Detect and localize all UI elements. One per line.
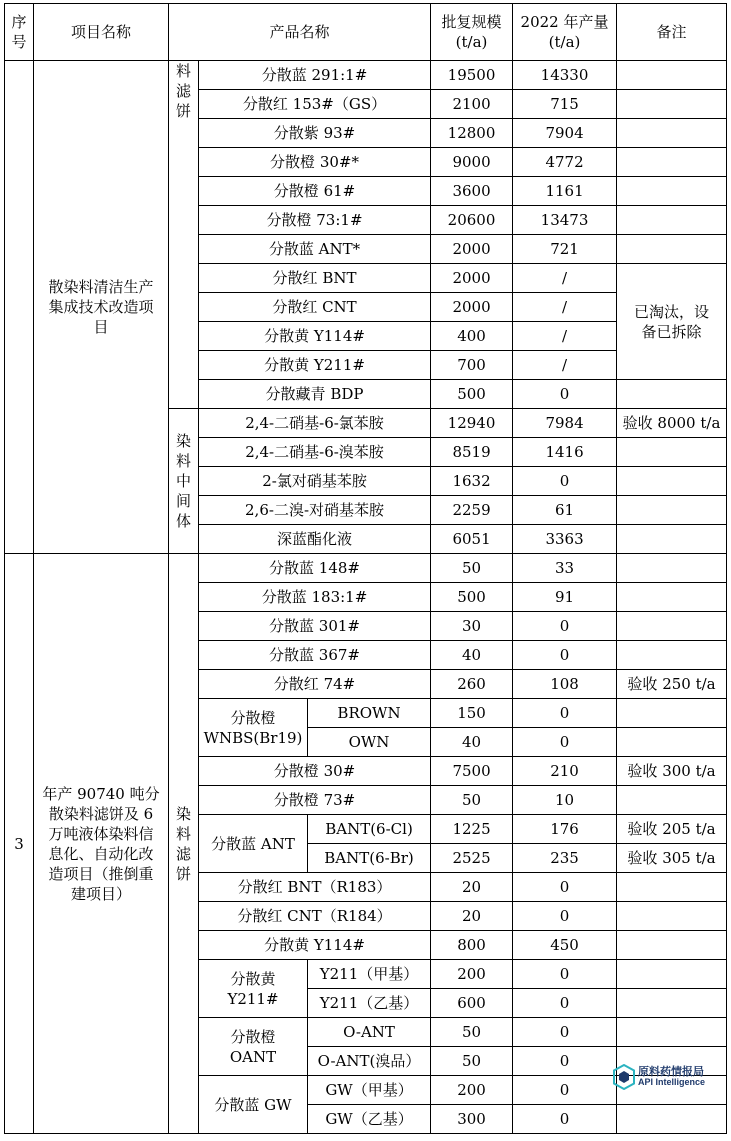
product-variant: GW（乙基） [308, 1105, 431, 1134]
table-row [5, 554, 727, 583]
watermark-subtitle: API Intelligence [638, 1077, 706, 1087]
remark [617, 438, 727, 467]
remark [617, 235, 727, 264]
remark [617, 989, 727, 1018]
product-name: 分散蓝 ANT* [199, 235, 431, 264]
output-2022: 0 [513, 612, 617, 641]
header-output: 2022 年产量 (t/a) [513, 4, 617, 61]
product-name: 分散蓝 148# [199, 554, 431, 583]
product-variant: OWN [308, 728, 431, 757]
approved-capacity: 50 [431, 1018, 513, 1047]
group1-project: 散染料清洁生产 集成技术改造项 目 [34, 61, 169, 554]
output-2022: 33 [513, 554, 617, 583]
product-variant: BANT(6-Br) [308, 844, 431, 873]
product-name: 分散红 CNT [199, 293, 431, 322]
approved-capacity: 9000 [431, 148, 513, 177]
approved-capacity: 12800 [431, 119, 513, 148]
output-2022: 0 [513, 467, 617, 496]
remark [617, 61, 727, 90]
output-2022: 0 [513, 873, 617, 902]
approved-capacity: 2100 [431, 90, 513, 119]
output-2022: 61 [513, 496, 617, 525]
remark [617, 90, 727, 119]
product-variant: GW（甲基） [308, 1076, 431, 1105]
product-capacity-table [4, 3, 727, 1134]
output-2022: / [513, 264, 617, 293]
product-name: 分散黄 Y114# [199, 931, 431, 960]
remark: 验收 305 t/a [617, 844, 727, 873]
output-2022: 450 [513, 931, 617, 960]
product-variant: BROWN [308, 699, 431, 728]
remark [617, 583, 727, 612]
remark: 验收 300 t/a [617, 757, 727, 786]
header-seq: 序 号 [5, 4, 34, 61]
group1-category-b: 染 料 中 间 体 [169, 409, 199, 554]
product-name: 2,4-二硝基-6-溴苯胺 [199, 438, 431, 467]
product-name: 分散紫 93# [199, 119, 431, 148]
output-2022: 176 [513, 815, 617, 844]
output-2022: / [513, 293, 617, 322]
remark [617, 119, 727, 148]
approved-capacity: 600 [431, 989, 513, 1018]
approved-capacity: 300 [431, 1105, 513, 1134]
approved-capacity: 2000 [431, 293, 513, 322]
product-name: 分散藏青 BDP [199, 380, 431, 409]
output-2022: 0 [513, 1105, 617, 1134]
product-variant: O-ANT [308, 1018, 431, 1047]
output-2022: 7984 [513, 409, 617, 438]
approved-capacity: 150 [431, 699, 513, 728]
approved-capacity: 800 [431, 931, 513, 960]
product-name: 分散橙 30#* [199, 148, 431, 177]
product-name: 分散橙 73:1# [199, 206, 431, 235]
output-2022: 721 [513, 235, 617, 264]
approved-capacity: 2000 [431, 264, 513, 293]
remark [617, 699, 727, 728]
remark: 验收 250 t/a [617, 670, 727, 699]
approved-capacity: 7500 [431, 757, 513, 786]
remark [617, 931, 727, 960]
product-name: 分散蓝 183:1# [199, 583, 431, 612]
approved-capacity: 20 [431, 902, 513, 931]
approved-capacity: 12940 [431, 409, 513, 438]
product-parent: 分散橙 WNBS(Br19) [199, 699, 308, 757]
approved-capacity: 500 [431, 583, 513, 612]
remark [617, 148, 727, 177]
product-name: 2,6-二溴-对硝基苯胺 [199, 496, 431, 525]
product-name: 2,4-二硝基-6-氯苯胺 [199, 409, 431, 438]
output-2022: 7904 [513, 119, 617, 148]
remark [617, 380, 727, 409]
header-approved: 批复规模 (t/a) [431, 4, 513, 61]
output-2022: 0 [513, 1076, 617, 1105]
approved-capacity: 2525 [431, 844, 513, 873]
product-name: 分散橙 61# [199, 177, 431, 206]
approved-capacity: 400 [431, 322, 513, 351]
remark [617, 728, 727, 757]
product-parent: 分散蓝 ANT [199, 815, 308, 873]
output-2022: 4772 [513, 148, 617, 177]
output-2022: 1416 [513, 438, 617, 467]
output-2022: / [513, 322, 617, 351]
product-name: 分散橙 73# [199, 786, 431, 815]
approved-capacity: 200 [431, 1076, 513, 1105]
product-name: 深蓝酯化液 [199, 525, 431, 554]
product-name: 分散蓝 291:1# [199, 61, 431, 90]
approved-capacity: 200 [431, 960, 513, 989]
table-row [5, 61, 727, 90]
output-2022: 0 [513, 1047, 617, 1076]
approved-capacity: 50 [431, 786, 513, 815]
product-name: 分散黄 Y211# [199, 351, 431, 380]
approved-capacity: 500 [431, 380, 513, 409]
approved-capacity: 2259 [431, 496, 513, 525]
remark [617, 467, 727, 496]
product-name: 分散蓝 367# [199, 641, 431, 670]
product-parent: 分散蓝 GW [199, 1076, 308, 1134]
output-2022: 0 [513, 1018, 617, 1047]
product-name: 2-氯对硝基苯胺 [199, 467, 431, 496]
product-variant: BANT(6-Cl) [308, 815, 431, 844]
approved-capacity: 50 [431, 554, 513, 583]
output-2022: 715 [513, 90, 617, 119]
remark [617, 902, 727, 931]
product-name: 分散橙 30# [199, 757, 431, 786]
header-row [5, 4, 727, 61]
remark [617, 641, 727, 670]
approved-capacity: 8519 [431, 438, 513, 467]
approved-capacity: 3600 [431, 177, 513, 206]
watermark [612, 1062, 722, 1092]
group2-seq: 3 [5, 554, 34, 1134]
header-project: 项目名称 [34, 4, 169, 61]
approved-capacity: 40 [431, 728, 513, 757]
output-2022: 0 [513, 641, 617, 670]
output-2022: 3363 [513, 525, 617, 554]
output-2022: / [513, 351, 617, 380]
group2-category: 染 料 滤 饼 [169, 554, 199, 1134]
product-variant: Y211（乙基） [308, 989, 431, 1018]
approved-capacity: 40 [431, 641, 513, 670]
output-2022: 0 [513, 699, 617, 728]
remark [617, 554, 727, 583]
product-name: 分散红 153#（GS） [199, 90, 431, 119]
remark [617, 786, 727, 815]
output-2022: 13473 [513, 206, 617, 235]
approved-capacity: 19500 [431, 61, 513, 90]
remark [617, 960, 727, 989]
group1-seq [5, 61, 34, 554]
approved-capacity: 2000 [431, 235, 513, 264]
header-remark: 备注 [617, 4, 727, 61]
product-name: 分散红 BNT（R183） [199, 873, 431, 902]
remark-eliminated: 已淘汰，设 备已拆除 [617, 264, 727, 380]
remark: 验收 205 t/a [617, 815, 727, 844]
output-2022: 0 [513, 380, 617, 409]
product-parent: 分散黄 Y211# [199, 960, 308, 1018]
product-variant: Y211（甲基） [308, 960, 431, 989]
remark: 验收 8000 t/a [617, 409, 727, 438]
output-2022: 0 [513, 902, 617, 931]
approved-capacity: 30 [431, 612, 513, 641]
output-2022: 10 [513, 786, 617, 815]
product-name: 分散红 BNT [199, 264, 431, 293]
product-name: 分散蓝 301# [199, 612, 431, 641]
output-2022: 91 [513, 583, 617, 612]
group1-category-a: 料 滤 饼 [169, 61, 199, 409]
remark [617, 177, 727, 206]
remark [617, 496, 727, 525]
product-name: 分散黄 Y114# [199, 322, 431, 351]
group2-project: 年产 90740 吨分 散染料滤饼及 6 万吨液体染料信 息化、自动化改 造项目（推倒重 建项目） [34, 554, 169, 1134]
output-2022: 235 [513, 844, 617, 873]
remark [617, 525, 727, 554]
remark [617, 873, 727, 902]
product-name: 分散红 CNT（R184） [199, 902, 431, 931]
watermark-title: 原料药情报局 [638, 1065, 704, 1078]
remark [617, 1018, 727, 1047]
approved-capacity: 1632 [431, 467, 513, 496]
approved-capacity: 260 [431, 670, 513, 699]
approved-capacity: 20600 [431, 206, 513, 235]
product-name: 分散红 74# [199, 670, 431, 699]
product-variant: O-ANT(溴品） [308, 1047, 431, 1076]
approved-capacity: 20 [431, 873, 513, 902]
output-2022: 0 [513, 728, 617, 757]
remark [617, 1105, 727, 1134]
output-2022: 210 [513, 757, 617, 786]
remark [617, 206, 727, 235]
approved-capacity: 1225 [431, 815, 513, 844]
output-2022: 0 [513, 989, 617, 1018]
output-2022: 0 [513, 960, 617, 989]
output-2022: 108 [513, 670, 617, 699]
output-2022: 1161 [513, 177, 617, 206]
approved-capacity: 6051 [431, 525, 513, 554]
approved-capacity: 700 [431, 351, 513, 380]
product-parent: 分散橙 OANT [199, 1018, 308, 1076]
output-2022: 14330 [513, 61, 617, 90]
remark [617, 612, 727, 641]
watermark-logo-icon [612, 1064, 636, 1090]
approved-capacity: 50 [431, 1047, 513, 1076]
header-product: 产品名称 [169, 4, 431, 61]
